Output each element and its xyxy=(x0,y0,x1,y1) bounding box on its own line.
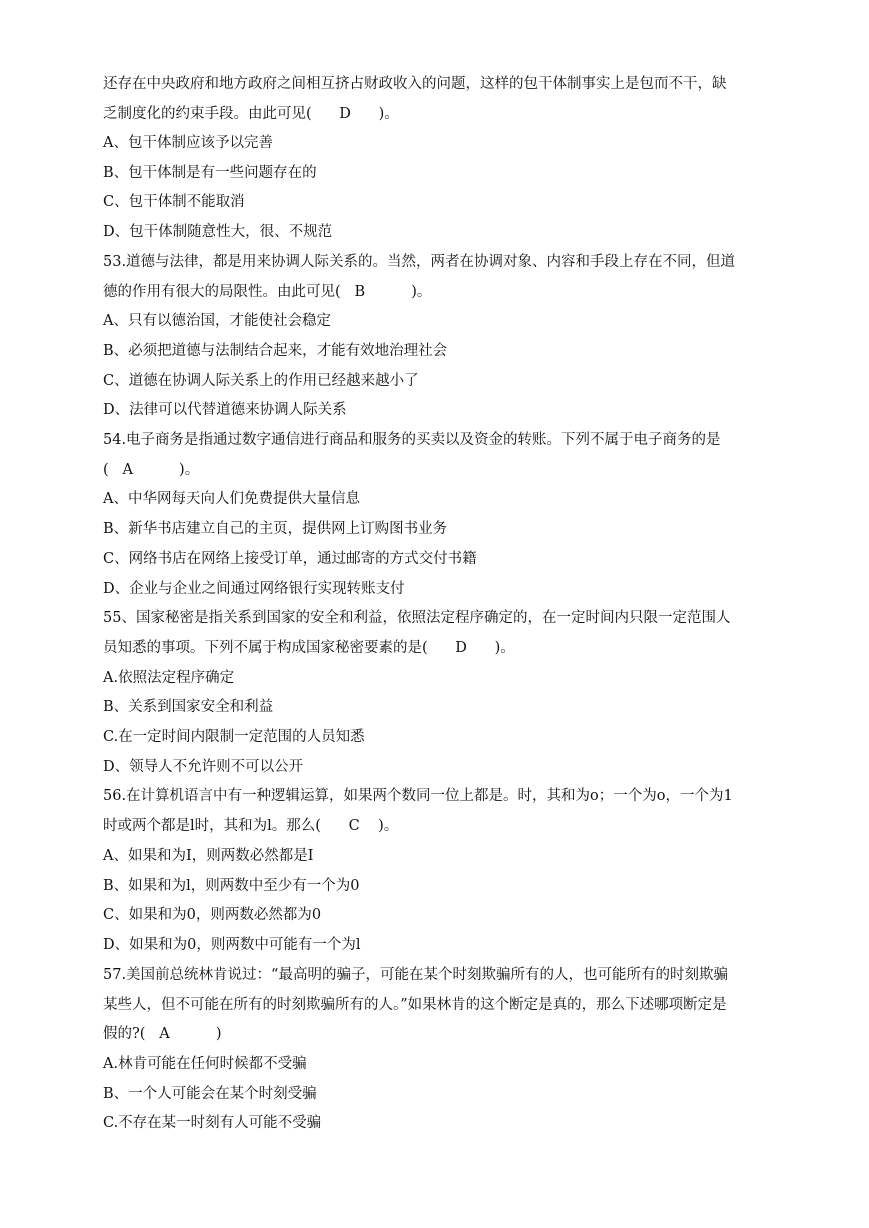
option-line: D、如果和为0，则两数中可能有一个为l xyxy=(103,937,361,953)
text-line: 德的作用有很大的局限性。由此可见( B )。 xyxy=(103,284,432,300)
option-line: D、领导人不允许则不可以公开 xyxy=(103,759,304,775)
text-line: 时或两个都是l时，其和为l。那么( C )。 xyxy=(103,818,399,834)
option-line: C、包干体制不能取消 xyxy=(103,194,245,210)
option-line: A、中华网每天向人们免费提供大量信息 xyxy=(103,491,360,507)
option-line: A、只有以德治国，才能使社会稳定 xyxy=(103,313,331,329)
text-line: 员知悉的事项。下列不属于构成国家秘密要素的是( D )。 xyxy=(103,640,515,656)
option-line: C.在一定时间内限制一定范围的人员知悉 xyxy=(103,729,365,745)
option-line: D、法律可以代替道德来协调人际关系 xyxy=(103,402,347,418)
option-line: C、道德在协调人际关系上的作用已经越来越小了 xyxy=(103,373,419,389)
option-line: B、必须把道德与法制结合起来，才能有效地治理社会 xyxy=(103,343,448,359)
option-line: B、包干体制是有一些问题存在的 xyxy=(103,165,317,181)
question-55: 55、国家秘密是指关系到国家的安全和利益，依照法定程序确定的，在一定时间内只限一定范围人 xyxy=(103,610,731,626)
option-line: B、关系到国家安全和利益 xyxy=(103,699,274,715)
text-line: 还存在中央政府和地方政府之间相互挤占财政收入的问题，这样的包干体制事实上是包而不干，缺 xyxy=(103,76,727,92)
option-line: B、新华书店建立自己的主页，提供网上订购图书业务 xyxy=(103,521,448,537)
question-56: 56.在计算机语言中有一种逻辑运算，如果两个数同一位上都是。时，其和为o；一个为o，一个为1 xyxy=(103,788,733,804)
option-line: A、如果和为I，则两数必然都是I xyxy=(103,848,314,864)
option-line: D、企业与企业之间通过网络银行实现转账支付 xyxy=(103,581,405,597)
option-line: C.不存在某一时刻有人可能不受骗 xyxy=(103,1115,322,1131)
option-line: C、如果和为0，则两数必然都为0 xyxy=(103,907,322,923)
option-line: A.依照法定程序确定 xyxy=(103,670,235,686)
question-54: 54.电子商务是指通过数字通信进行商品和服务的买卖以及资金的转账。下列不属于电子商务的是 xyxy=(103,432,721,448)
text-line: 某些人，但不可能在所有的时刻欺骗所有的人。”如果林肯的这个断定是真的，那么下述哪项断定是 xyxy=(103,997,727,1013)
option-line: C、网络书店在网络上接受订单，通过邮寄的方式交付书籍 xyxy=(103,551,477,567)
text-line: 乏制度化的约束手段。由此可见( D )。 xyxy=(103,106,399,122)
option-line: D、包干体制随意性大，很、不规范 xyxy=(103,224,333,240)
text-line: 假的?( A ) xyxy=(103,1026,222,1042)
option-line: A、包干体制应该予以完善 xyxy=(103,135,273,151)
option-line: A.林肯可能在任何时候都不受骗 xyxy=(103,1056,307,1072)
question-57: 57.美国前总统林肯说过：“最高明的骗子，可能在某个时刻欺骗所有的人，也可能所有的时刻欺骗 xyxy=(103,967,728,983)
question-53: 53.道德与法律，都是用来协调人际关系的。当然，两者在协调对象、内容和手段上存在不同，但道 xyxy=(103,254,736,270)
option-line: B、一个人可能会在某个时刻受骗 xyxy=(103,1086,317,1102)
option-line: B、如果和为l，则两数中至少有一个为0 xyxy=(103,878,360,894)
text-line: ( A )。 xyxy=(103,462,200,478)
